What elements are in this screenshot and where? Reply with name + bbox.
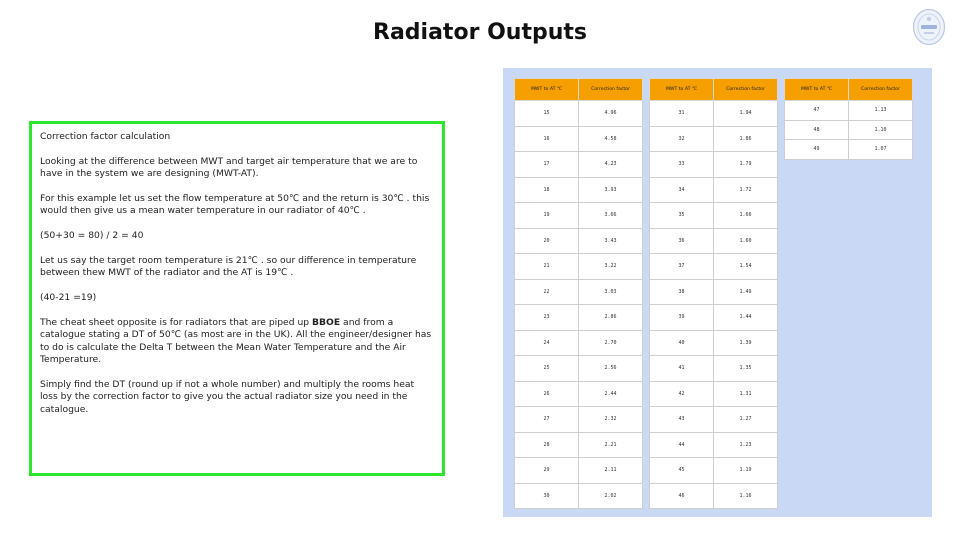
correction-factor-cell: 1.60 <box>714 228 778 254</box>
correction-factor-cell: 1.23 <box>714 432 778 458</box>
table-row <box>650 407 778 433</box>
bboe-bold-text: BBOE <box>312 317 341 328</box>
mwt-to-at-cell: 48 <box>785 120 849 140</box>
cheat-sheet-text-after: and from a catalogue stating a DT of 50℃ (as most are in the UK). All the engineer/designer has to do is calculate the Delta T between the Mean Water Temperature and the Air Temperature. <box>40 317 432 366</box>
table-row <box>515 279 643 305</box>
table-row <box>650 126 778 152</box>
correction-factor-header: Correction factor <box>849 79 913 101</box>
table-row <box>515 407 643 433</box>
mwt-to-at-cell: 23 <box>515 305 579 331</box>
explanation-text-box <box>29 121 445 476</box>
correction-factor-cell: 1.31 <box>714 381 778 407</box>
table-row <box>650 356 778 382</box>
mwt-to-at-cell: 47 <box>785 101 849 121</box>
correction-factor-table <box>649 78 778 509</box>
mwt-to-at-cell: 15 <box>515 101 579 127</box>
table-row <box>650 152 778 178</box>
table-row <box>785 120 913 140</box>
table-row <box>785 140 913 160</box>
cheat-sheet-paragraph <box>40 317 434 367</box>
table-row <box>515 483 643 509</box>
correction-factor-cell: 1.19 <box>714 458 778 484</box>
correction-factor-cell: 1.39 <box>714 330 778 356</box>
mwt-to-at-cell: 39 <box>650 305 714 331</box>
mwt-to-at-cell: 28 <box>515 432 579 458</box>
table-row <box>515 381 643 407</box>
table-row <box>650 483 778 509</box>
table-row <box>650 101 778 127</box>
table-row <box>650 330 778 356</box>
table-row <box>515 177 643 203</box>
mwt-to-at-cell: 36 <box>650 228 714 254</box>
correction-factor-cell: 1.16 <box>714 483 778 509</box>
text-paragraph: Correction factor calculation <box>40 131 171 142</box>
mwt-to-at-cell: 29 <box>515 458 579 484</box>
text-paragraph: (40-21 =19) <box>40 292 97 304</box>
correction-factor-header: Correction factor <box>579 79 643 101</box>
mwt-to-at-cell: 19 <box>515 203 579 229</box>
text-paragraph: (50+30 = 80) / 2 = 40 <box>40 230 144 242</box>
table-row <box>515 458 643 484</box>
correction-factor-cell: 2.86 <box>579 305 643 331</box>
correction-factor-cell: 1.79 <box>714 152 778 178</box>
text-paragraph: Looking at the difference between MWT and target air temperature that we are to have in the system we are designing (MWT-AT). <box>40 155 418 180</box>
text-paragraph: Simply find the DT (round up if not a whole number) and multiply the rooms heat loss by the correction factor to give you the actual radiator size you need in the catalogue. <box>40 379 415 415</box>
mwt-to-at-cell: 42 <box>650 381 714 407</box>
table-row <box>650 203 778 229</box>
correction-factor-cell: 1.49 <box>714 279 778 305</box>
correction-factor-cell: 1.27 <box>714 407 778 433</box>
correction-factor-cell: 1.10 <box>849 120 913 140</box>
mwt-to-at-cell: 26 <box>515 381 579 407</box>
correction-factor-cell: 2.70 <box>579 330 643 356</box>
mwt-to-at-cell: 33 <box>650 152 714 178</box>
table-row <box>515 152 643 178</box>
correction-factor-table <box>784 78 913 160</box>
correction-factor-cell: 2.32 <box>579 407 643 433</box>
table-header-row <box>650 79 778 101</box>
mwt-to-at-cell: 31 <box>650 101 714 127</box>
mwt-to-at-cell: 16 <box>515 126 579 152</box>
correction-factor-header: Correction factor <box>714 79 778 101</box>
table-row <box>650 432 778 458</box>
mwt-to-at-header: MWT to AT ℃ <box>515 79 579 101</box>
table-row <box>650 254 778 280</box>
cheat-sheet-text-before: The cheat sheet opposite is for radiators that are piped up <box>40 317 313 328</box>
correction-factor-cell: 3.43 <box>579 228 643 254</box>
mwt-to-at-header: MWT to AT ℃ <box>650 79 714 101</box>
table-header-row <box>515 79 643 101</box>
correction-factor-cell: 2.02 <box>579 483 643 509</box>
correction-factor-cell: 1.44 <box>714 305 778 331</box>
mwt-to-at-cell: 45 <box>650 458 714 484</box>
mwt-to-at-cell: 37 <box>650 254 714 280</box>
table-row <box>650 381 778 407</box>
correction-factor-cell: 1.07 <box>849 140 913 160</box>
table-row <box>785 101 913 121</box>
correction-factor-cell: 4.23 <box>579 152 643 178</box>
correction-factor-cell: 3.03 <box>579 279 643 305</box>
correction-factor-cell: 4.96 <box>579 101 643 127</box>
table-row <box>515 330 643 356</box>
correction-factor-cell: 1.35 <box>714 356 778 382</box>
table-row <box>515 432 643 458</box>
mwt-to-at-cell: 49 <box>785 140 849 160</box>
table-row <box>650 305 778 331</box>
table-row <box>515 126 643 152</box>
correction-factor-cell: 2.56 <box>579 356 643 382</box>
correction-factor-cell: 1.13 <box>849 101 913 121</box>
mwt-to-at-cell: 41 <box>650 356 714 382</box>
table-row <box>650 279 778 305</box>
table-header-row <box>785 79 913 101</box>
table-row <box>515 228 643 254</box>
mwt-to-at-cell: 25 <box>515 356 579 382</box>
correction-factor-cell: 3.93 <box>579 177 643 203</box>
mwt-to-at-cell: 44 <box>650 432 714 458</box>
mwt-to-at-cell: 38 <box>650 279 714 305</box>
mwt-to-at-cell: 35 <box>650 203 714 229</box>
mwt-to-at-cell: 17 <box>515 152 579 178</box>
correction-factor-cell: 1.54 <box>714 254 778 280</box>
mwt-to-at-cell: 40 <box>650 330 714 356</box>
mwt-to-at-header: MWT to AT ℃ <box>785 79 849 101</box>
table-row <box>650 228 778 254</box>
mwt-to-at-cell: 27 <box>515 407 579 433</box>
correction-factor-cell: 2.44 <box>579 381 643 407</box>
mwt-to-at-cell: 30 <box>515 483 579 509</box>
text-paragraph: Let us say the target room temperature is 21℃ . so our difference in temperature between thew MWT of the radiator and the AT is 19℃ . <box>40 255 417 279</box>
correction-factor-cell: 1.86 <box>714 126 778 152</box>
mwt-to-at-cell: 22 <box>515 279 579 305</box>
mwt-to-at-cell: 18 <box>515 177 579 203</box>
correction-factor-cell: 1.94 <box>714 101 778 127</box>
mwt-to-at-cell: 20 <box>515 228 579 254</box>
mwt-to-at-cell: 32 <box>650 126 714 152</box>
correction-factor-cell: 4.58 <box>579 126 643 152</box>
text-paragraph: For this example let us set the flow temperature at 50℃ and the return is 30℃ . this would then give us a mean water temperature in our radiator of 40℃ . <box>40 193 430 217</box>
page-title: Radiator Outputs <box>373 20 587 45</box>
table-row <box>515 101 643 127</box>
correction-factor-panel <box>503 68 932 517</box>
table-row <box>515 305 643 331</box>
table-row <box>650 177 778 203</box>
correction-factor-cell: 2.11 <box>579 458 643 484</box>
table-row <box>515 254 643 280</box>
correction-factor-cell: 3.66 <box>579 203 643 229</box>
mwt-to-at-cell: 21 <box>515 254 579 280</box>
mwt-to-at-cell: 43 <box>650 407 714 433</box>
correction-factor-cell: 1.72 <box>714 177 778 203</box>
crest-logo-icon <box>912 8 946 46</box>
correction-factor-cell: 1.66 <box>714 203 778 229</box>
correction-factor-cell: 3.22 <box>579 254 643 280</box>
table-row <box>515 203 643 229</box>
correction-factor-cell: 2.21 <box>579 432 643 458</box>
correction-factor-table <box>514 78 643 509</box>
table-row <box>515 356 643 382</box>
mwt-to-at-cell: 34 <box>650 177 714 203</box>
table-row <box>650 458 778 484</box>
mwt-to-at-cell: 24 <box>515 330 579 356</box>
mwt-to-at-cell: 46 <box>650 483 714 509</box>
